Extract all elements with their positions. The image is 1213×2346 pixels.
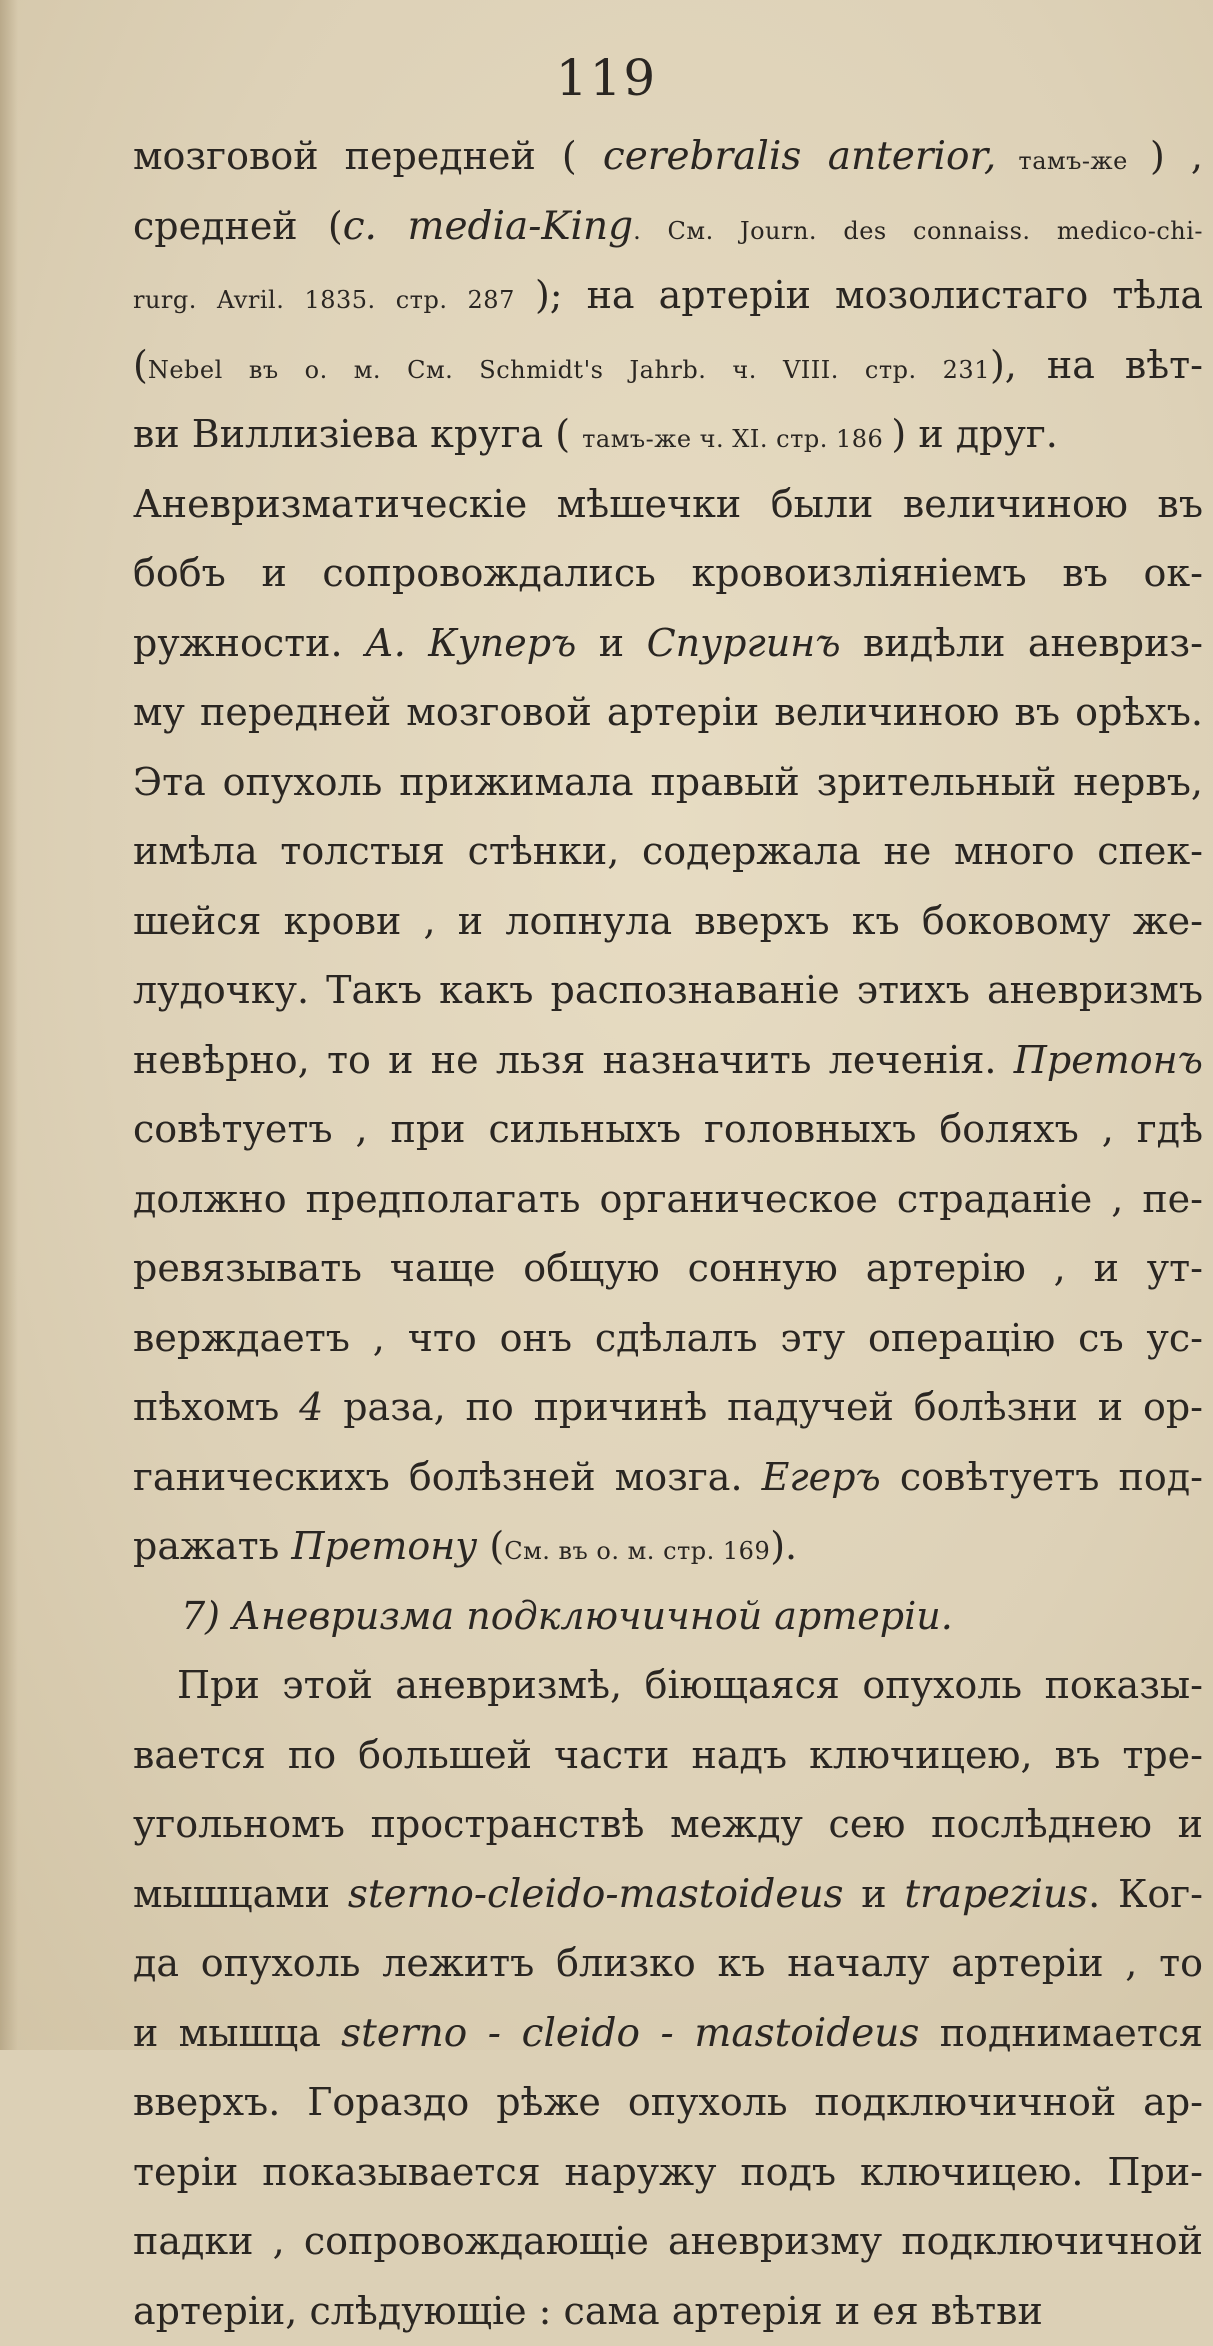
text-run: артеріи, слѣдующіе : сама артерія и ея вѣтви bbox=[133, 2289, 1043, 2333]
text-line bbox=[133, 1165, 1203, 1235]
text-line bbox=[133, 331, 1203, 401]
text-line bbox=[133, 2207, 1203, 2277]
section-heading bbox=[133, 1582, 1203, 1652]
text-line bbox=[133, 956, 1203, 1026]
text-run: верждаетъ , что онъ сдѣлалъ эту операцію съ ус- bbox=[133, 1316, 1203, 1360]
text-run: имѣла толстыя стѣнки, содержала не много спек- bbox=[133, 829, 1203, 873]
latin-term-run: c. media-King bbox=[343, 204, 633, 249]
text-run: и bbox=[844, 1872, 905, 1916]
text-run: При этой аневризмѣ, біющаяся опухоль показы- bbox=[177, 1663, 1203, 1707]
text-line bbox=[133, 1095, 1203, 1165]
text-run: ражать bbox=[133, 1524, 291, 1568]
citation-run: тамъ-же ч. XI. стр. 186 bbox=[582, 425, 891, 453]
text-line bbox=[133, 2277, 1203, 2346]
italic-name-run: 4 bbox=[299, 1385, 323, 1429]
text-run: мозговой передней ( bbox=[133, 134, 603, 178]
italic-name-run: Спургинъ bbox=[647, 621, 841, 665]
text-line bbox=[133, 192, 1203, 262]
text-run: шейся крови , и лопнула вверхъ къ боковому же- bbox=[133, 899, 1203, 943]
italic-name-run: Егеръ bbox=[762, 1455, 881, 1499]
text-line bbox=[133, 1651, 1203, 1721]
text-line bbox=[133, 1304, 1203, 1374]
text-run: . Ког- bbox=[1088, 1872, 1203, 1916]
text-run: ружности. bbox=[133, 621, 365, 665]
italic-name-run: А. Куперъ bbox=[365, 621, 576, 665]
text-run: ). bbox=[770, 1524, 797, 1568]
text-run: средней ( bbox=[133, 204, 343, 248]
text-line bbox=[133, 1026, 1203, 1096]
text-line bbox=[133, 400, 1203, 470]
text-run: лудочку. Такъ какъ распознаваніе этихъ аневризмъ bbox=[133, 968, 1203, 1012]
text-line bbox=[133, 678, 1203, 748]
latin-term-run: sterno-cleido-mastoideus bbox=[348, 1872, 844, 1917]
italic-name-run: 7) Аневризма подключичной артеріи. bbox=[181, 1594, 953, 1638]
text-run: мышцами bbox=[133, 1872, 348, 1916]
text-run: да опухоль лежитъ близко къ началу артеріи , то bbox=[133, 1941, 1203, 1985]
text-run: ) , bbox=[1150, 134, 1203, 178]
text-line bbox=[133, 1443, 1203, 1513]
text-run: вается по большей части надъ ключицею, въ тре- bbox=[133, 1733, 1203, 1777]
text-line bbox=[133, 539, 1203, 609]
text-line bbox=[133, 1721, 1203, 1791]
text-run: совѣтуетъ под- bbox=[881, 1455, 1203, 1499]
text-line bbox=[133, 1929, 1203, 1999]
text-line bbox=[133, 1373, 1203, 1443]
text-run: должно предполагать органическое страданіе , пе- bbox=[133, 1177, 1203, 1221]
text-line bbox=[133, 1860, 1203, 1930]
text-line bbox=[133, 1999, 1203, 2069]
citation-run: тамъ-же bbox=[996, 147, 1150, 175]
latin-term-run: cerebralis anterior, bbox=[603, 134, 996, 179]
text-run: ви Виллизіева круга ( bbox=[133, 412, 582, 456]
text-run: теріи показывается наружу подъ ключицею. При- bbox=[133, 2150, 1203, 2194]
page-number: 119 bbox=[0, 48, 1213, 108]
text-run: совѣтуетъ , при сильныхъ головныхъ боляхъ , гдѣ bbox=[133, 1107, 1203, 1151]
text-run: ); на артеріи мозолистаго тѣла bbox=[535, 273, 1203, 317]
text-run: угольномъ пространствѣ между сею послѣднею и bbox=[133, 1802, 1203, 1846]
text-run: ( bbox=[477, 1524, 504, 1568]
text-line bbox=[133, 609, 1203, 679]
text-run: пѣхомъ bbox=[133, 1385, 299, 1429]
citation-run: . См. Journ. des connaiss. medico-chi- bbox=[633, 217, 1203, 245]
citation-run: rurg. Avril. 1835. стр. 287 bbox=[133, 286, 535, 314]
text-run: му передней мозговой артеріи величиною въ орѣхъ. bbox=[133, 690, 1203, 734]
text-run: невѣрно, то и не льзя назначить леченія. bbox=[133, 1038, 1014, 1082]
body-text bbox=[133, 122, 1203, 2346]
text-line bbox=[133, 2138, 1203, 2208]
text-run: поднимается bbox=[919, 2011, 1203, 2055]
text-line bbox=[133, 1790, 1203, 1860]
text-line bbox=[133, 261, 1203, 331]
text-run: раза, по причинѣ падучей болѣзни и ор- bbox=[323, 1385, 1203, 1429]
text-run: бобъ и сопровождались кровоизліяніемъ въ ок- bbox=[133, 551, 1203, 595]
text-run: и bbox=[576, 621, 646, 665]
text-line bbox=[133, 817, 1203, 887]
text-run: и мышца bbox=[133, 2011, 341, 2055]
latin-term-run: sterno - cleido - mastoideus bbox=[341, 2011, 919, 2056]
text-line bbox=[133, 887, 1203, 957]
text-run: падки , сопровождающіе аневризму подключичной bbox=[133, 2219, 1203, 2263]
latin-term-run: trapezius bbox=[904, 1872, 1088, 1917]
italic-name-run: Претонъ bbox=[1014, 1038, 1203, 1082]
text-run: вверхъ. Гораздо рѣже опухоль подключичной ар- bbox=[133, 2080, 1203, 2124]
page-edge-shadow bbox=[0, 0, 18, 2050]
text-line bbox=[133, 1512, 1203, 1582]
text-line bbox=[133, 748, 1203, 818]
text-run: видѣли аневриз- bbox=[841, 621, 1203, 665]
italic-name-run: Претону bbox=[291, 1524, 477, 1568]
citation-run: Nebel въ о. м. См. Schmidt's Jahrb. ч. VIII. стр. 231 bbox=[148, 356, 990, 384]
text-run: ) и друг. bbox=[891, 412, 1057, 456]
text-line bbox=[133, 1234, 1203, 1304]
text-run: Эта опухоль прижимала правый зрительный нервъ, bbox=[133, 760, 1203, 804]
text-line bbox=[133, 122, 1203, 192]
text-run: ревязывать чаще общую сонную артерію , и ут- bbox=[133, 1246, 1203, 1290]
text-run: Аневризматическіе мѣшечки были величиною въ bbox=[133, 482, 1203, 526]
text-run: ( bbox=[133, 343, 148, 387]
text-line bbox=[133, 2068, 1203, 2138]
citation-run: См. въ о. м. стр. 169 bbox=[504, 1537, 770, 1565]
text-line bbox=[133, 470, 1203, 540]
text-run: ганическихъ болѣзней мозга. bbox=[133, 1455, 762, 1499]
text-run: ), на вѣт- bbox=[990, 343, 1203, 387]
